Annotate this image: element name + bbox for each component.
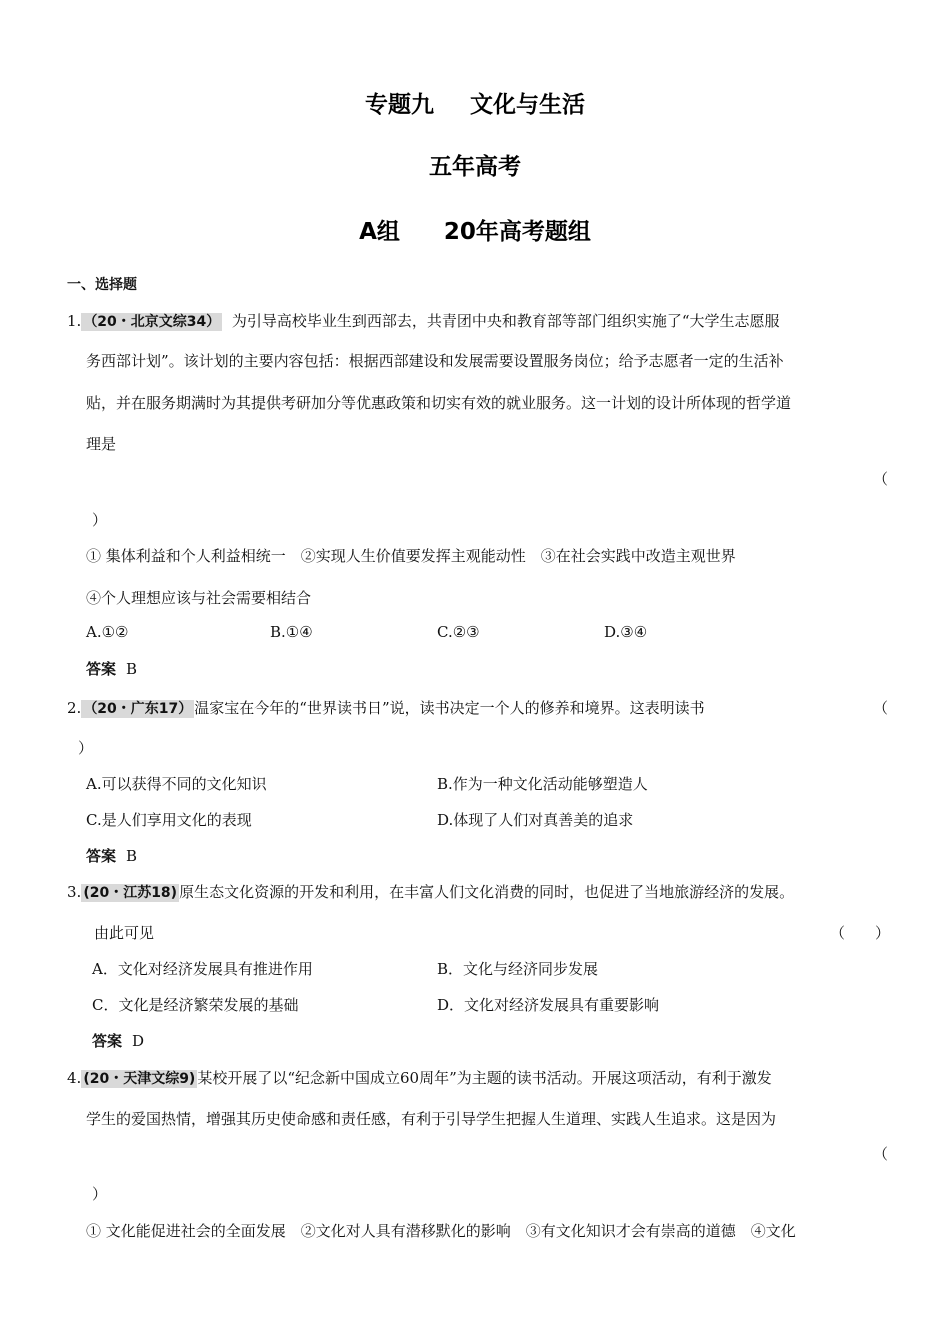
subtitle: 五年高考 <box>429 154 521 180</box>
answer-value: D <box>132 1032 145 1050</box>
option-b: B.①④ <box>270 623 313 641</box>
paren-close: ） <box>92 1185 108 1203</box>
option-a: A.①② <box>86 623 129 641</box>
answer <box>92 1030 144 1051</box>
question-4-first-line <box>67 1067 772 1088</box>
answer <box>86 658 137 679</box>
answer-value: B <box>126 847 138 865</box>
paren-open: （ <box>873 470 889 488</box>
statement-line: ① 集体利益和个人利益相统一 ②实现人生价值要发挥主观能动性 ③在社会实践中改造主观世界 <box>86 547 736 565</box>
option-b: B.作为一种文化活动能够塑造人 <box>437 775 648 793</box>
question-text-line: 由此可见 <box>94 924 155 942</box>
group-label: A组 <box>359 219 400 245</box>
option-c: C.②③ <box>437 623 480 641</box>
question-source: (20・天津文综9) <box>83 1071 196 1087</box>
question-text: 原生态文化资源的开发和利用，在丰富人们文化消费的同时，也促进了当地旅游经济的发展。 <box>179 883 795 901</box>
question-number: 1. <box>67 312 82 330</box>
answer-label: 答案 <box>92 1032 123 1050</box>
question-1-first-line <box>67 310 780 331</box>
option-c: C.是人们享用文化的表现 <box>86 811 252 829</box>
answer-label: 答案 <box>86 847 117 865</box>
statement-line: ④个人理想应该与社会需要相结合 <box>86 589 312 607</box>
paren-close: ） <box>78 739 94 757</box>
group-name: 20年高考题组 <box>443 219 591 245</box>
topic-title <box>0 86 950 119</box>
answer-label: 答案 <box>86 660 117 678</box>
question-text-line: 贴，并在服务期满时为其提供考研加分等优惠政策和切实有效的就业服务。这一计划的设计所体现的哲学道 <box>86 394 792 412</box>
section-title: 一、选择题 <box>67 277 137 293</box>
group-title <box>0 213 950 246</box>
topic-name: 文化与生活 <box>470 92 585 118</box>
question-text: 温家宝在今年的“世界读书日”说，读书决定一个人的修养和境界。这表明读书 <box>194 699 705 717</box>
option-b: B．文化与经济同步发展 <box>437 960 599 978</box>
question-number: 2. <box>67 699 82 717</box>
answer-paren: （ ） <box>830 924 891 942</box>
question-3-first-line <box>67 881 794 902</box>
question-number: 3. <box>67 883 82 901</box>
question-2-first-line <box>67 697 705 718</box>
option-a: A．文化对经济发展具有推进作用 <box>92 960 313 978</box>
question-text-line: 理是 <box>86 435 117 453</box>
topic-label: 专题九 <box>365 92 434 118</box>
option-d: D．文化对经济发展具有重要影响 <box>437 996 660 1014</box>
paren-close: ） <box>92 511 108 529</box>
question-text: 某校开展了以“纪念新中国成立60周年”为主题的读书活动。开展这项活动，有利于激发 <box>197 1069 772 1087</box>
question-text-line: 学生的爱国热情，增强其历史使命感和责任感，有利于引导学生把握人生道理、实践人生追求。这是因为 <box>86 1110 777 1128</box>
question-source: （20・北京文综34） <box>83 314 221 330</box>
answer-value: B <box>126 660 138 678</box>
paren-open: （ <box>873 699 889 717</box>
answer <box>86 845 137 866</box>
option-d: D.体现了人们对真善美的追求 <box>437 811 634 829</box>
option-d: D.③④ <box>604 623 648 641</box>
question-source: （20・广东17） <box>83 701 193 717</box>
question-number: 4. <box>67 1069 82 1087</box>
option-c: C．文化是经济繁荣发展的基础 <box>92 996 299 1014</box>
option-a: A.可以获得不同的文化知识 <box>86 775 267 793</box>
statement-line: ① 文化能促进社会的全面发展 ②文化对人具有潜移默化的影响 ③有文化知识才会有崇高的道德 ④文化 <box>86 1222 796 1240</box>
paren-open: （ <box>873 1145 889 1163</box>
question-text: 为引导高校毕业生到西部去，共青团中央和教育部等部门组织实施了“大学生志愿服 <box>231 312 780 330</box>
question-source: (20・江苏18) <box>83 885 178 901</box>
question-text-line: 务西部计划”。该计划的主要内容包括：根据西部建设和发展需要设置服务岗位；给予志愿者一定的生活补 <box>86 352 784 370</box>
